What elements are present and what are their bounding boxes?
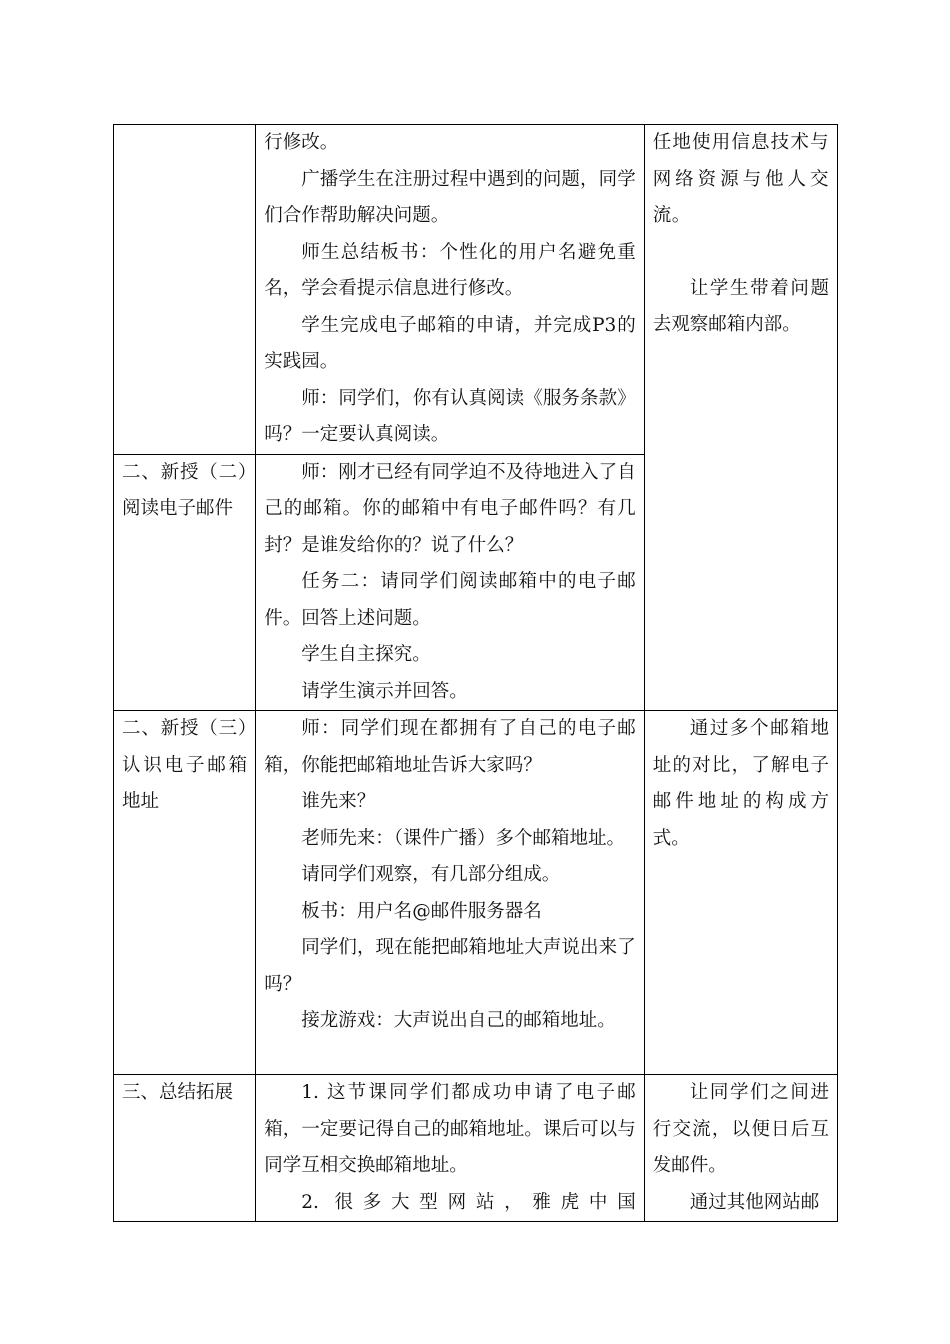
table-row <box>114 125 838 455</box>
content-paragraph: 广播学生在注册过程中遇到的问题，同学们合作帮助解决问题。 <box>264 168 636 226</box>
content-paragraph: 师：同学们现在都拥有了自己的电子邮箱，你能把邮箱地址告诉大家吗？ <box>264 718 636 776</box>
notes-cell <box>644 1075 837 1222</box>
notes-paragraph: 让同学们之间进行交流，以便日后互发邮件。 <box>652 1082 829 1176</box>
content-paragraph: 行修改。 <box>264 132 339 153</box>
content-paragraph: 谁先来？ <box>301 791 376 812</box>
section-title: 三、总结拓展 <box>122 1082 234 1103</box>
notes-paragraph: 通过其他网站邮 <box>689 1191 820 1213</box>
content-paragraph: 师：同学们，你有认真阅读《服务条款》吗？一定要认真阅读。 <box>264 387 636 445</box>
notes-paragraph: 任地使用信息技术与网络资源与他人交流。 <box>652 132 829 226</box>
content-paragraph: 接龙游戏：大声说出自己的邮箱地址。 <box>301 1010 616 1031</box>
content-paragraph: 请学生演示并回答。 <box>301 680 468 702</box>
content-paragraph: 任务二：请同学们阅读邮箱中的电子邮件。回答上述问题。 <box>264 571 636 629</box>
notes-paragraph: 让学生带着问题去观察邮箱内部。 <box>652 277 829 335</box>
content-paragraph: 师：刚才已经有同学迫不及待地进入了自己的邮箱。你的邮箱中有电子邮件吗？有几封？是谁发给你的？说了什么？ <box>264 461 636 556</box>
content-cell <box>256 711 645 1075</box>
content-paragraph: 师生总结板书：个性化的用户名避免重名，学会看提示信息进行修改。 <box>264 241 636 299</box>
content-paragraph: 老师先来：（课件广播）多个邮箱地址。 <box>301 827 625 849</box>
section-cell <box>114 125 256 455</box>
section-cell <box>114 454 256 711</box>
content-paragraph: 请同学们观察，有几部分组成。 <box>301 864 561 885</box>
notes-cell <box>644 711 837 1075</box>
content-paragraph: 2. 很多大型网站，雅虎中国 <box>301 1191 636 1213</box>
section-title: 二、新授（三）认识电子邮箱地址 <box>122 718 248 812</box>
content-cell <box>256 454 645 711</box>
lesson-plan-table <box>113 124 838 1222</box>
notes-spacer <box>653 235 829 271</box>
content-cell <box>256 1075 645 1222</box>
content-paragraph: 1. 这节课同学们都成功申请了电子邮箱，一定要记得自己的邮箱地址。课后可以与同学互相交换邮箱地址。 <box>264 1082 636 1176</box>
section-cell <box>114 711 256 1075</box>
content-paragraph: 同学们，现在能把邮箱地址大声说出来了吗？ <box>264 937 636 995</box>
table-row <box>114 711 838 1075</box>
notes-paragraph: 通过多个邮箱地址的对比，了解电子邮件地址的构成方式。 <box>652 718 829 849</box>
content-paragraph: 板书：用户名@邮件服务器名 <box>301 900 542 922</box>
notes-cell <box>644 125 837 711</box>
content-paragraph: 学生完成电子邮箱的申请，并完成P3的实践园。 <box>264 314 636 372</box>
section-title: 二、新授（二）阅读电子邮件 <box>122 461 248 519</box>
content-cell <box>256 125 645 455</box>
table-row <box>114 1075 838 1222</box>
content-paragraph: 学生自主探究。 <box>301 644 431 665</box>
section-cell <box>114 1075 256 1222</box>
